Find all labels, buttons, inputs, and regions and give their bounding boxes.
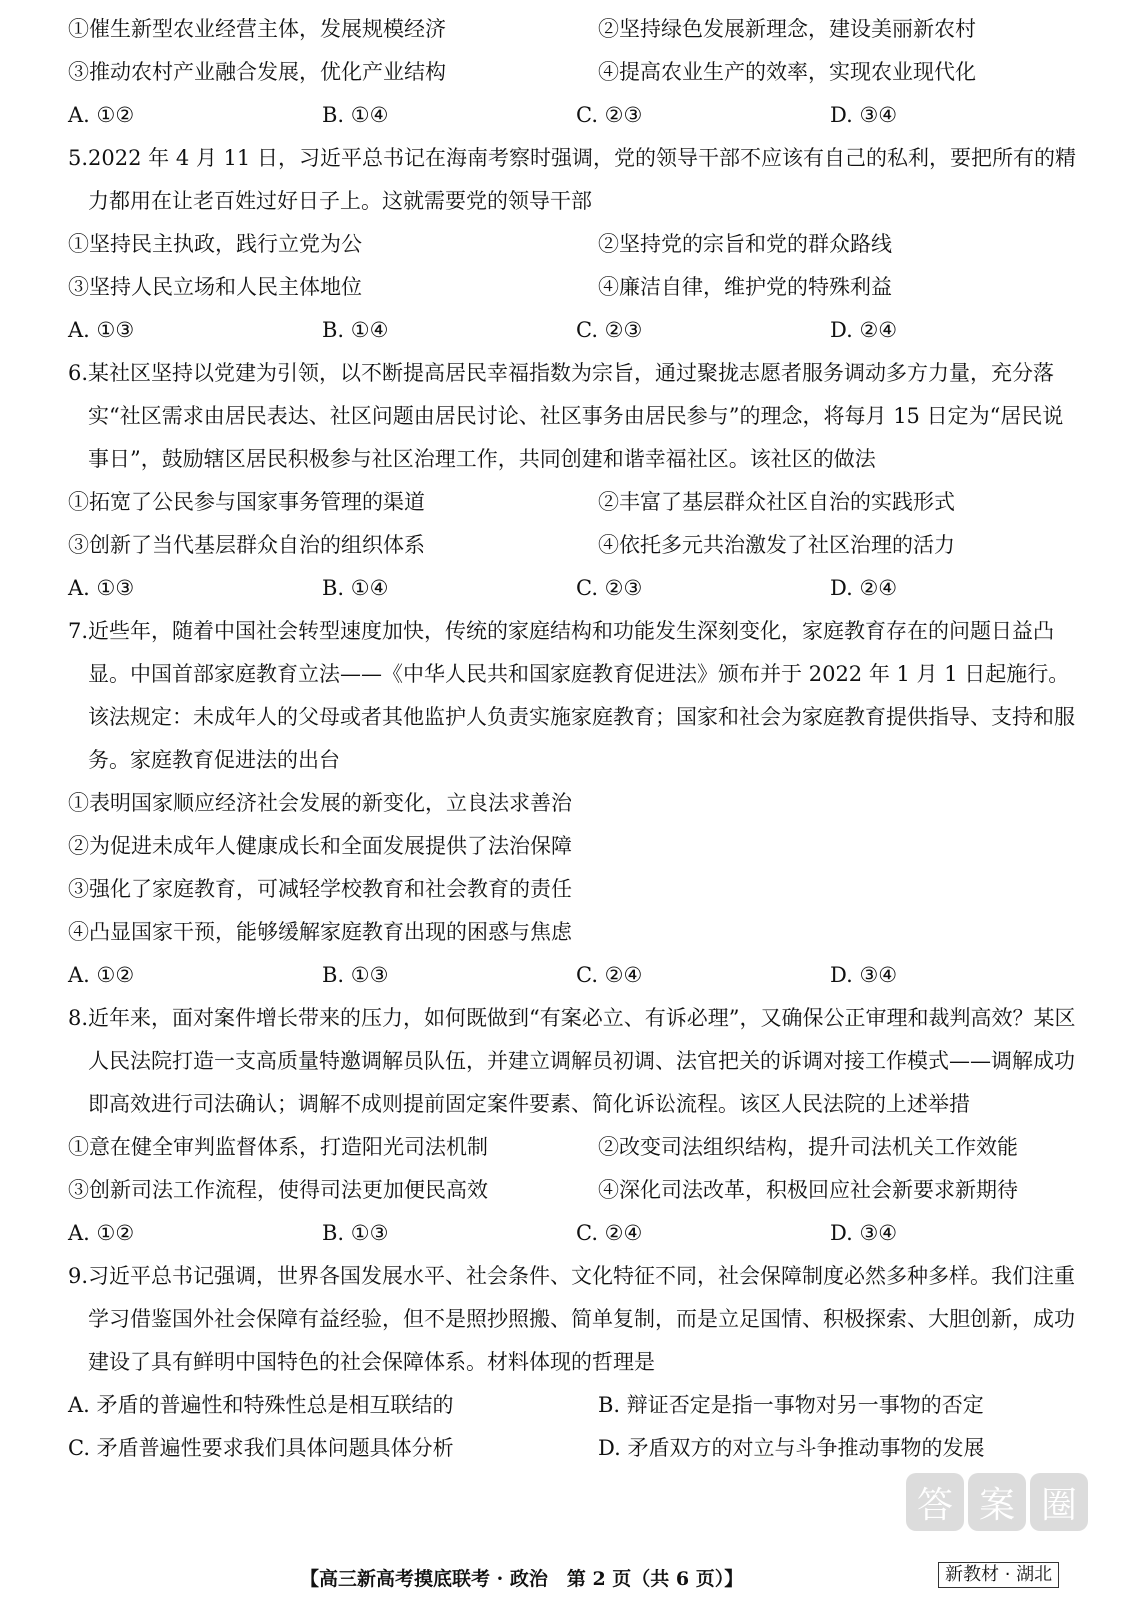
q8-statement-2: ②改变司法组织结构，提升司法机关工作效能 xyxy=(598,1135,1018,1159)
q5-statement-3: ③坚持人民立场和人民主体地位 xyxy=(68,275,362,299)
q8-stem xyxy=(68,997,1078,1126)
q4-options xyxy=(68,94,1078,137)
q6-statement-4: ④依托多元共治激发了社区治理的活力 xyxy=(598,533,955,557)
q4-statement-3: ③推动农村产业融合发展，优化产业结构 xyxy=(68,60,446,84)
q4-statement-2: ②坚持绿色发展新理念，建设美丽新农村 xyxy=(598,17,976,41)
q6-option-a: A. ①③ xyxy=(68,576,135,600)
q7-statement-1: ①表明国家顺应经济社会发展的新变化，立良法求善治 xyxy=(68,791,572,815)
q7-number: 7. xyxy=(68,619,89,643)
q5-option-a: A. ①③ xyxy=(68,318,135,342)
q4-statements-row-1 xyxy=(68,8,1078,51)
q7-stem xyxy=(68,610,1078,782)
q6-option-c: C. ②③ xyxy=(576,576,643,600)
q8-stem-text: 近年来，面对案件增长带来的压力，如何既做到“有案必立、有诉必理”，又确保公正审理和裁判高效？某区人民法院打造一支高质量特邀调解员队伍，并建立调解员初调、法官把关的诉调对接工作模式——调解成功即高效进行司法确认；调解不成则提前固定案件要素、简化诉讼流程。该区人民法院的上述举措 xyxy=(88,1006,1076,1116)
exam-page xyxy=(68,8,1078,1470)
q6-statement-3: ③创新了当代基层群众自治的组织体系 xyxy=(68,533,425,557)
q9-option-b: B. 辩证否定是指一事物对另一事物的否定 xyxy=(598,1393,984,1417)
watermark-box-icon: 圈 xyxy=(1030,1473,1088,1531)
q7-option-d: D. ③④ xyxy=(830,963,898,987)
q5-statements-row-1 xyxy=(68,223,1078,266)
q4-option-c: C. ②③ xyxy=(576,103,643,127)
watermark-box-icon: 案 xyxy=(968,1473,1026,1531)
q7-option-a: A. ①② xyxy=(68,963,135,987)
q8-options xyxy=(68,1212,1078,1255)
q5-stem-text: 2022 年 4 月 11 日，习近平总书记在海南考察时强调，党的领导干部不应该有自己的私利，要把所有的精力都用在让老百姓过好日子上。这就需要党的领导干部 xyxy=(88,146,1076,213)
q5-statements-row-2 xyxy=(68,266,1078,309)
q6-options xyxy=(68,567,1078,610)
q4-option-b: B. ①④ xyxy=(322,103,389,127)
q5-statement-2: ②坚持党的宗旨和党的群众路线 xyxy=(598,232,892,256)
q7-stem-text: 近些年，随着中国社会转型速度加快，传统的家庭结构和功能发生深刻变化，家庭教育存在的问题日益凸显。中国首部家庭教育立法——《中华人民共和国家庭教育促进法》颁布并于 2022 年 1 月 1 日起施行。该法规定：未成年人的父母或者其他监护人负责实施家庭教育；国家和社会为家庭教育提供指导、支持和服务。家庭教育促进法的出台 xyxy=(88,619,1076,772)
q6-statements-row-1 xyxy=(68,481,1078,524)
q7-statement-4: ④凸显国家干预，能够缓解家庭教育出现的困惑与焦虑 xyxy=(68,920,572,944)
q9-options-row-1 xyxy=(68,1384,1078,1427)
q5-number: 5. xyxy=(68,146,89,170)
q8-option-b: B. ①③ xyxy=(322,1221,389,1245)
q5-statement-1: ①坚持民主执政，践行立党为公 xyxy=(68,232,362,256)
q4-option-d: D. ③④ xyxy=(830,103,898,127)
q6-stem xyxy=(68,352,1078,481)
q9-number: 9. xyxy=(68,1264,89,1288)
q8-option-a: A. ①② xyxy=(68,1221,135,1245)
q7-option-b: B. ①③ xyxy=(322,963,389,987)
q4-statement-4: ④提高农业生产的效率，实现农业现代化 xyxy=(598,60,976,84)
q8-statements-row-2 xyxy=(68,1169,1078,1212)
q6-statements-row-2 xyxy=(68,524,1078,567)
q6-stem-text: 某社区坚持以党建为引领，以不断提高居民幸福指数为宗旨，通过聚拢志愿者服务调动多方力量，充分落实“社区需求由居民表达、社区问题由居民讨论、社区事务由居民参与”的理念，将每月 15 日定为“居民说事日”，鼓励辖区居民积极参与社区治理工作，共同创建和谐幸福社区。该社区的做法 xyxy=(88,361,1064,471)
q6-option-b: B. ①④ xyxy=(322,576,389,600)
q6-statement-2: ②丰富了基层群众社区自治的实践形式 xyxy=(598,490,955,514)
watermark-logo xyxy=(882,1462,1112,1542)
q9-option-c: C. 矛盾普遍性要求我们具体问题具体分析 xyxy=(68,1436,454,1460)
page-footer: 【高三新高考摸底联考 · 政治 第 2 页（共 6 页）】 xyxy=(300,1568,744,1590)
q5-options xyxy=(68,309,1078,352)
q4-statement-1: ①催生新型农业经营主体，发展规模经济 xyxy=(68,17,446,41)
q8-number: 8. xyxy=(68,1006,89,1030)
q8-statement-3: ③创新司法工作流程，使得司法更加便民高效 xyxy=(68,1178,488,1202)
q9-option-a: A. 矛盾的普遍性和特殊性总是相互联结的 xyxy=(68,1393,454,1417)
q6-option-d: D. ②④ xyxy=(830,576,898,600)
q8-statements-row-1 xyxy=(68,1126,1078,1169)
q7-statement-2: ②为促进未成年人健康成长和全面发展提供了法治保障 xyxy=(68,834,572,858)
q7-statement-3: ③强化了家庭教育，可减轻学校教育和社会教育的责任 xyxy=(68,877,572,901)
edition-badge: 新教材 · 湖北 xyxy=(938,1562,1059,1588)
q7-options xyxy=(68,954,1078,997)
q8-option-c: C. ②④ xyxy=(576,1221,643,1245)
q5-option-c: C. ②③ xyxy=(576,318,643,342)
q9-option-d: D. 矛盾双方的对立与斗争推动事物的发展 xyxy=(598,1436,985,1460)
q4-option-a: A. ①② xyxy=(68,103,135,127)
watermark-box-icon: 答 xyxy=(906,1473,964,1531)
q5-statement-4: ④廉洁自律，维护党的特殊利益 xyxy=(598,275,892,299)
q5-stem xyxy=(68,137,1078,223)
q9-stem xyxy=(68,1255,1078,1384)
q8-statement-1: ①意在健全审判监督体系，打造阳光司法机制 xyxy=(68,1135,488,1159)
q6-number: 6. xyxy=(68,361,89,385)
q4-statements-row-2 xyxy=(68,51,1078,94)
q6-statement-1: ①拓宽了公民参与国家事务管理的渠道 xyxy=(68,490,425,514)
q8-option-d: D. ③④ xyxy=(830,1221,898,1245)
q9-stem-text: 习近平总书记强调，世界各国发展水平、社会条件、文化特征不同，社会保障制度必然多种多样。我们注重学习借鉴国外社会保障有益经验，但不是照抄照搬、简单复制，而是立足国情、积极探索、大胆创新，成功建设了具有鲜明中国特色的社会保障体系。材料体现的哲理是 xyxy=(88,1264,1076,1374)
q8-statement-4: ④深化司法改革，积极回应社会新要求新期待 xyxy=(598,1178,1018,1202)
q7-option-c: C. ②④ xyxy=(576,963,643,987)
q5-option-d: D. ②④ xyxy=(830,318,898,342)
q5-option-b: B. ①④ xyxy=(322,318,389,342)
